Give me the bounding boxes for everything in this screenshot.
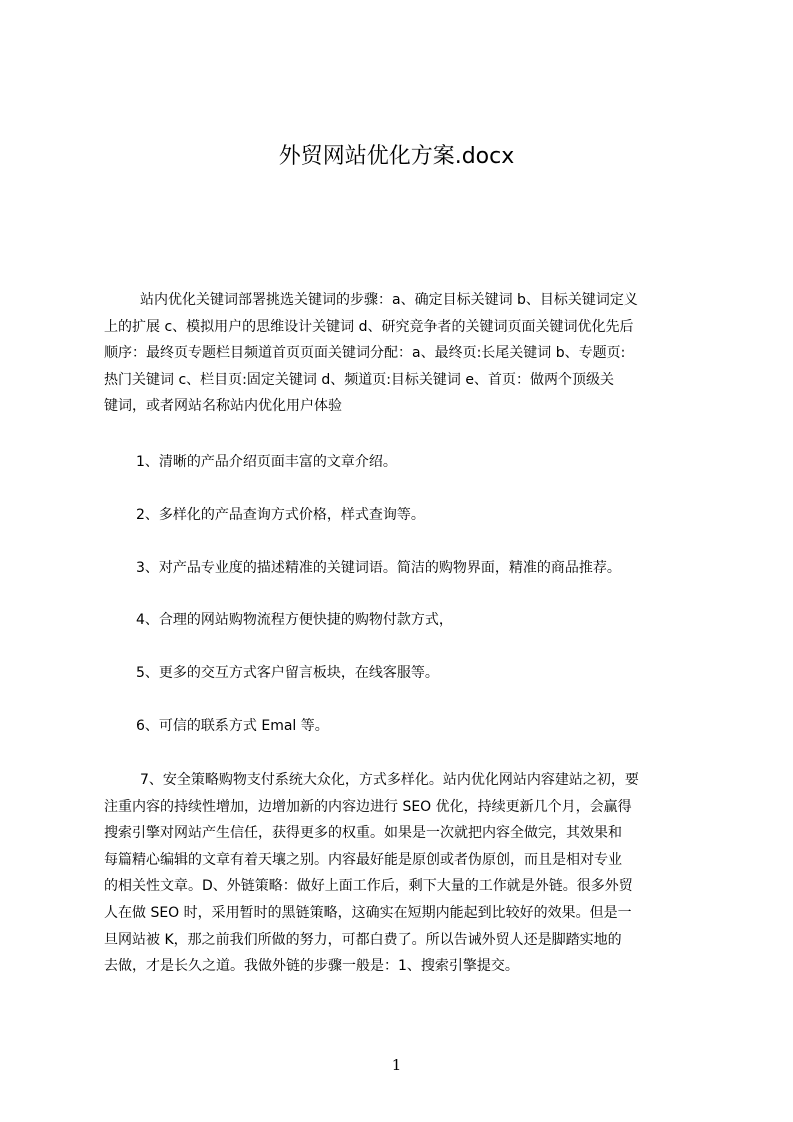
- text-line: 热门关键词 c、栏目页:固定关键词 d、频道页:目标关键词 e、首页：做两个顶级关: [104, 371, 614, 388]
- text-line: 上的扩展 c、模拟用户的思维设计关键词 d、研究竞争者的关键词页面关键词优化先后: [104, 318, 634, 335]
- page-number: 1: [391, 1056, 402, 1074]
- list-item: 2、多样化的产品查询方式价格，样式查询等。: [136, 507, 425, 523]
- text-line: 去做，才是长久之道。我做外链的步骤一般是：1、搜索引擎提交。: [104, 958, 519, 975]
- text-line: 旦网站被 K，那之前我们所做的努力，可都白费了。所以告诫外贸人还是脚踏实地的: [104, 931, 622, 948]
- document-title: 外贸网站优化方案.docx: [278, 144, 515, 169]
- text-line: 顺序：最终页专题栏目频道首页页面关键词分配：a、最终页:长尾关键词 b、专题页:: [104, 345, 626, 362]
- text-line: 每篇精心编辑的文章有着天壤之别。内容最好能是原创或者伪原创，而且是相对专业: [104, 851, 622, 868]
- text-line: 键词，或者网站名称站内优化用户体验: [104, 398, 342, 415]
- list-item: 5、更多的交互方式客户留言板块，在线客服等。: [136, 665, 439, 681]
- text-line: 7、安全策略购物支付系统大众化，方式多样化。站内优化网站内容建站之初，要: [140, 772, 639, 788]
- list-item: 4、合理的网站购物流程方便快捷的购物付款方式，: [136, 612, 453, 628]
- text-line: 搜索引擎对网站产生信任，获得更多的权重。如果是一次就把内容全做完，其效果和: [104, 825, 622, 842]
- list-item: 3、对产品专业度的描述精准的关键词语。简洁的购物界面，精准的商品推荐。: [136, 560, 621, 576]
- text-line: 的相关性文章。D、外链策略：做好上面工作后，剩下大量的工作就是外链。很多外贸: [104, 878, 633, 895]
- intro-paragraph: [104, 287, 702, 420]
- text-line: 注重内容的持续性增加，边增加新的内容边进行 SEO 优化，持续更新几个月，会赢得: [104, 798, 632, 815]
- final-paragraph: [104, 767, 702, 980]
- list-item: 1、清晰的产品介绍页面丰富的文章介绍。: [136, 454, 397, 470]
- text-line: 人在做 SEO 时，采用暂时的黑链策略，这确实在短期内能起到比较好的效果。但是一: [104, 904, 632, 921]
- list-item: 6、可信的联系方式 Emal 等。: [136, 718, 329, 734]
- text-line: 站内优化关键词部署挑选关键词的步骤：a、确定目标关键词 b、目标关键词定义: [140, 292, 638, 308]
